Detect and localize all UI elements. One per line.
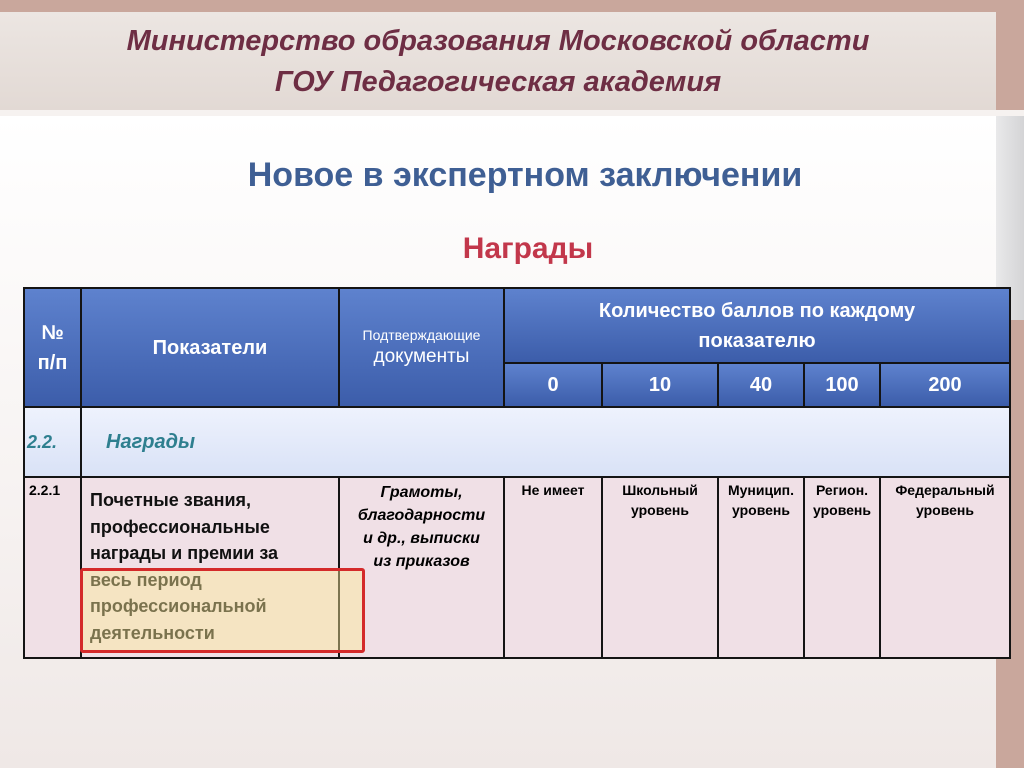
- level-school: Школьный уровень: [602, 477, 718, 658]
- points-200: 200: [880, 363, 1010, 407]
- highlight-box: [80, 568, 365, 653]
- points-header: Количество баллов по каждому показателю: [504, 288, 1010, 363]
- points-10: 10: [602, 363, 718, 407]
- points-100: 100: [804, 363, 880, 407]
- indicator-text: Почетные звания, профессиональные награды и премии за весь период профессиональной деятельности: [81, 477, 339, 658]
- documents-text: Грамоты, благодарности и др., выписки из приказов: [339, 477, 504, 658]
- top-strip: [0, 0, 1024, 12]
- row-number: 2.2.1: [24, 477, 81, 658]
- documents-header: Подтверждающие документы: [339, 288, 504, 407]
- slide-subtitle: Награды: [462, 232, 594, 265]
- points-40: 40: [718, 363, 804, 407]
- slide-header: [0, 12, 996, 110]
- level-municipal: Муницип. уровень: [718, 477, 804, 658]
- academy-title: ГОУ Педагогическая академия: [274, 66, 722, 98]
- section-row: [24, 407, 1010, 477]
- indicators-header: Показатели: [81, 288, 339, 407]
- slide-title: Новое в экспертном заключении: [247, 156, 803, 194]
- section-label: Награды: [81, 407, 1010, 477]
- num-header: № п/п: [24, 288, 81, 407]
- points-0: 0: [504, 363, 602, 407]
- level-none: Не имеет: [504, 477, 602, 658]
- ministry-title: Министерство образования Московской области: [126, 25, 870, 57]
- level-regional: Регион. уровень: [804, 477, 880, 658]
- header-row-1: [24, 288, 1010, 363]
- section-number: 2.2.: [24, 407, 81, 477]
- level-federal: Федеральный уровень: [880, 477, 1010, 658]
